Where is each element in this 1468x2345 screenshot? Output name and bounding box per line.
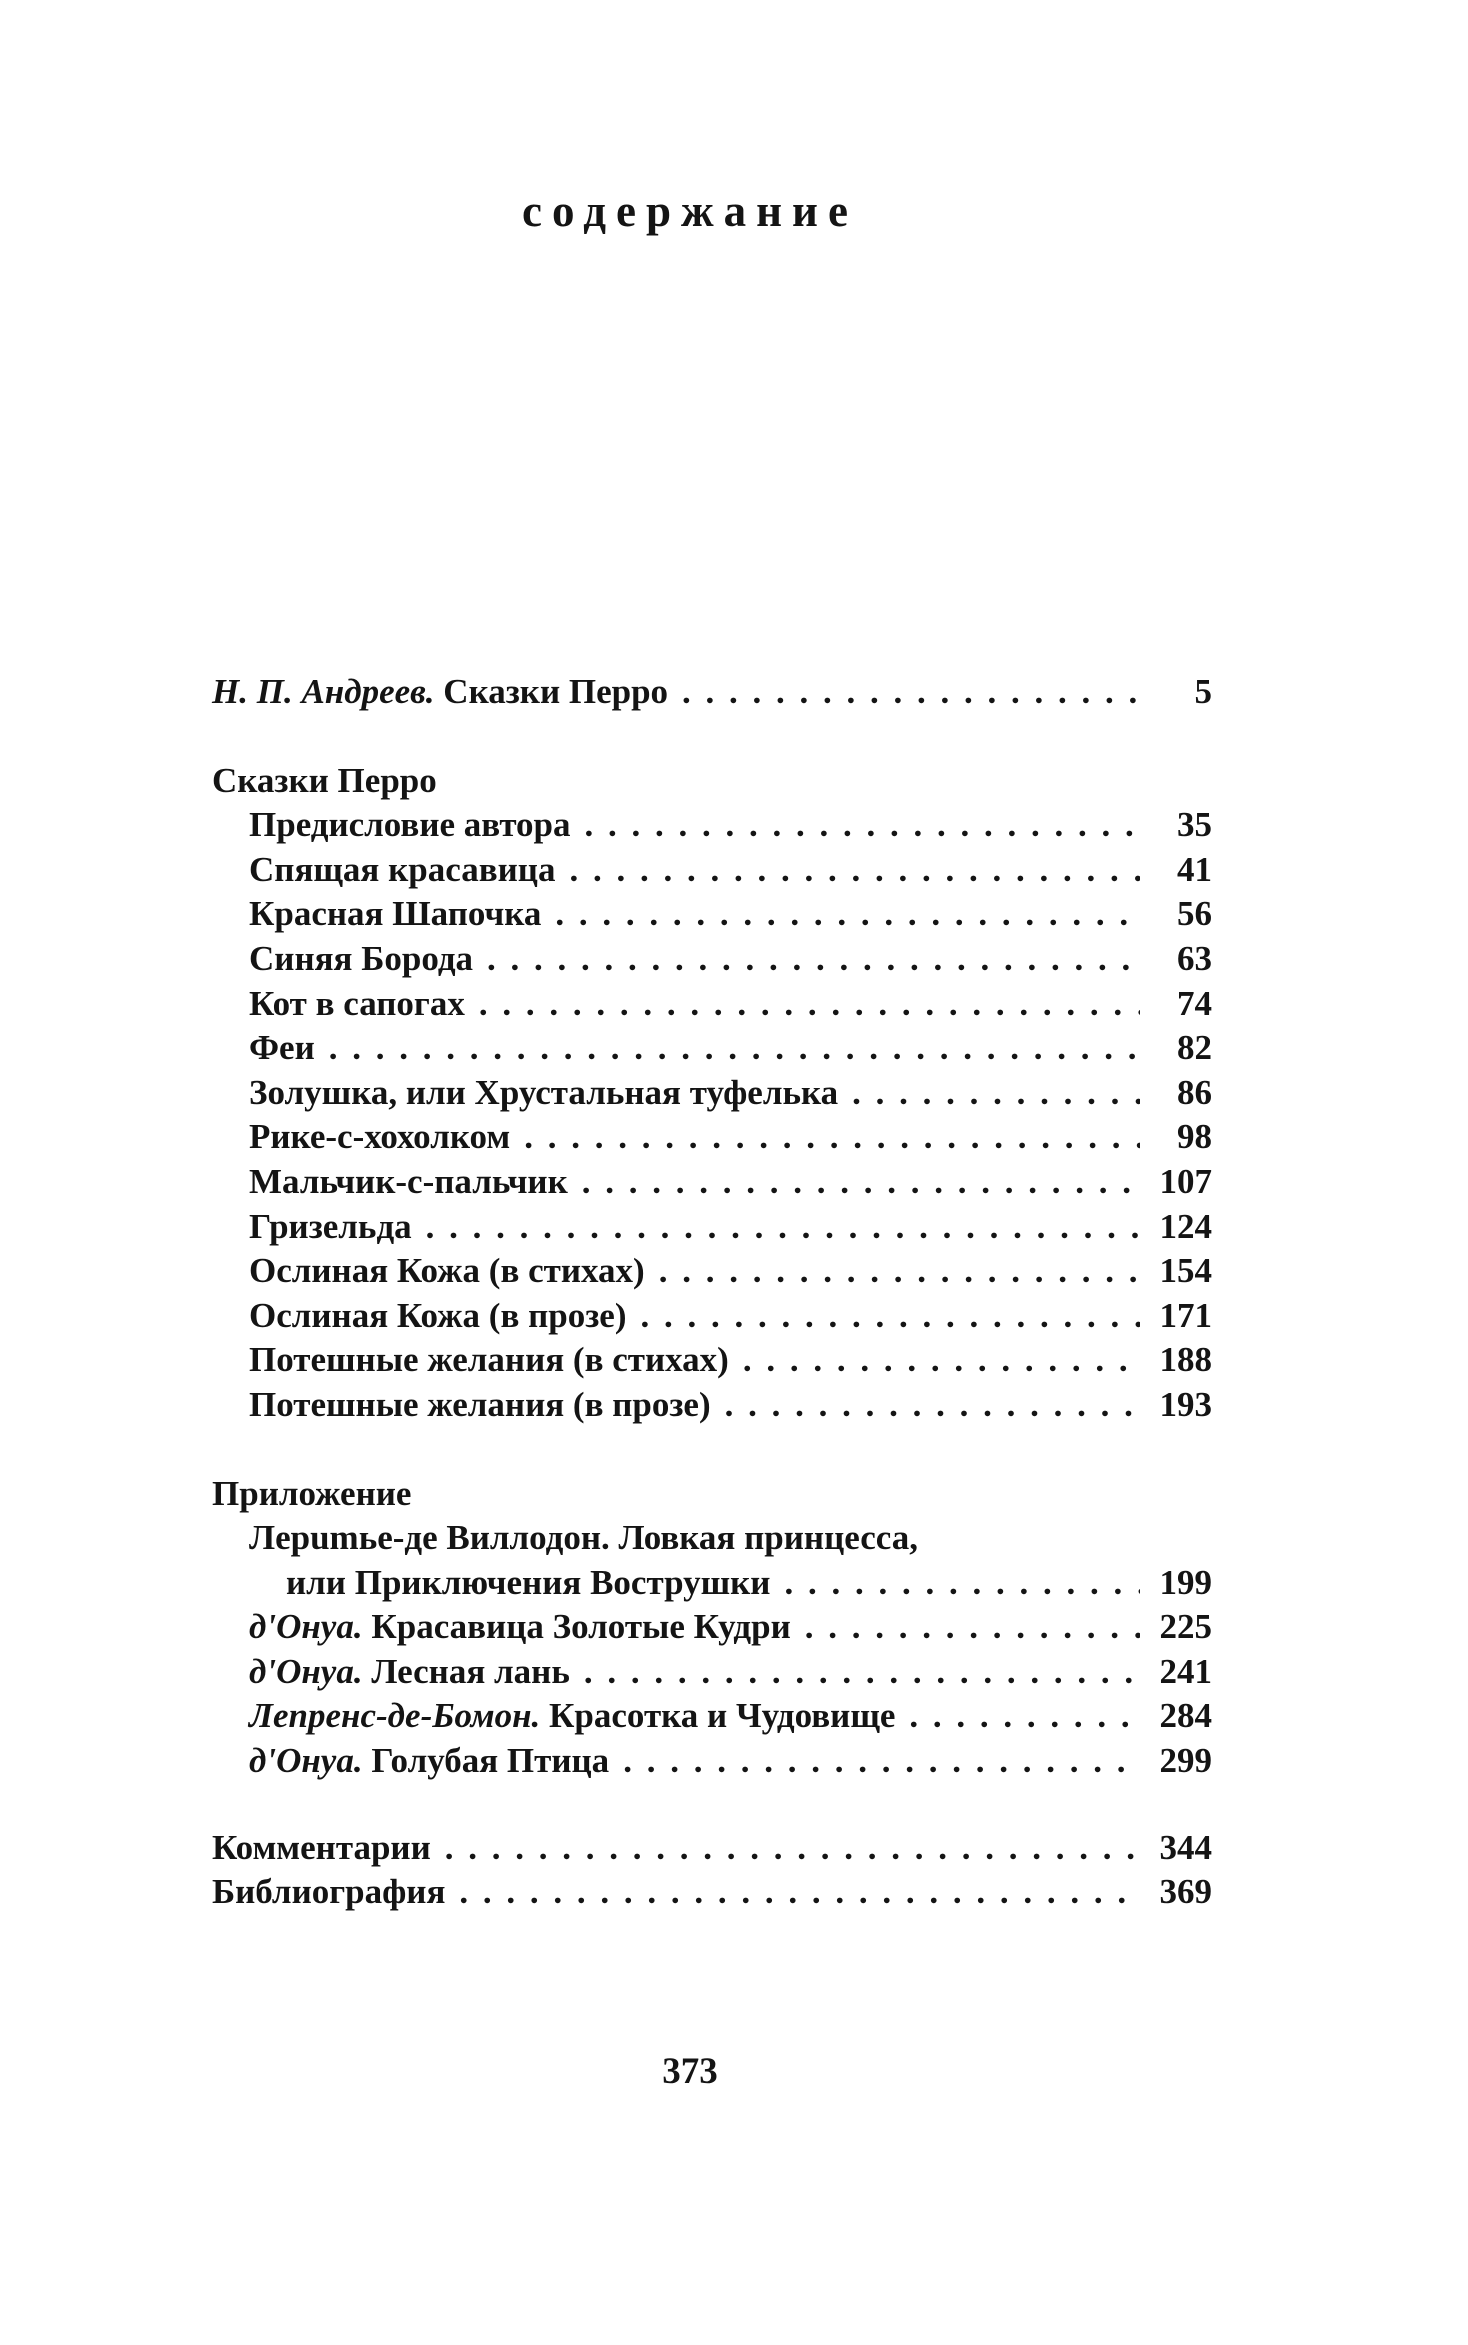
- toc-entry[interactable]: [212, 1073, 1212, 1118]
- toc-entry-page: 5: [1194, 672, 1212, 711]
- toc-entry-title-text: Сказки Перро: [443, 672, 669, 711]
- toc-entry[interactable]: [212, 805, 1212, 850]
- toc-entry-page: 299: [1159, 1741, 1212, 1781]
- toc-entry-title: Ослиная Кожа (в прозе): [249, 1295, 627, 1335]
- toc-entry-title: Красная Шапочка: [249, 894, 542, 934]
- toc-entry-title: Ослиная Кожа (в стихах): [249, 1251, 645, 1291]
- toc-entry-page: 82: [1177, 1028, 1212, 1068]
- toc-entry-author: д'Онуа.: [249, 1651, 363, 1691]
- dot-leader: [641, 1296, 1141, 1336]
- toc-entry-page: 154: [1159, 1251, 1212, 1291]
- toc-entry-title: Синяя Борода: [249, 938, 474, 978]
- toc-entry-comments[interactable]: [212, 1828, 1212, 1873]
- toc-entry[interactable]: [212, 1563, 1212, 1608]
- dot-leader: [479, 984, 1140, 1024]
- toc-entry-page: 107: [1159, 1161, 1212, 1201]
- toc-entry-title: Гризельда: [249, 1206, 412, 1246]
- toc-entry-title: Библиография: [212, 1872, 446, 1912]
- dot-leader: [329, 1028, 1140, 1068]
- toc-entry[interactable]: [212, 1696, 1212, 1741]
- toc-entry-title-text: Красавица Золотые Кудри: [371, 1607, 791, 1647]
- toc-entry[interactable]: [212, 894, 1212, 939]
- toc-entry[interactable]: [212, 1251, 1212, 1296]
- toc-entry-author: д'Онуа.: [249, 1741, 363, 1781]
- toc-entry-title: [249, 1652, 570, 1692]
- dot-leader: [584, 1652, 1140, 1692]
- toc-entry-page: 63: [1177, 938, 1212, 978]
- dot-leader: [459, 1872, 1140, 1912]
- toc-entry-title: Мальчик-с-пальчик: [249, 1161, 568, 1201]
- toc-entry[interactable]: [212, 1607, 1212, 1652]
- toc-entry[interactable]: [212, 1652, 1212, 1697]
- section-heading-tales: Сказки Перро: [212, 760, 437, 800]
- dot-leader: [682, 672, 1140, 712]
- toc-entry-page: 369: [1159, 1872, 1212, 1912]
- toc-entry[interactable]: [212, 1207, 1212, 1252]
- toc-entry-title: Комментарии: [212, 1827, 431, 1867]
- toc-entry-title-text: Лесная лань: [371, 1651, 570, 1691]
- toc-entry[interactable]: [212, 1296, 1212, 1341]
- toc-entry[interactable]: [212, 1385, 1212, 1430]
- toc-entry-page: 199: [1159, 1562, 1212, 1602]
- toc-entry[interactable]: [212, 939, 1212, 984]
- toc-entry-author: Лепренс-де-Бомон.: [249, 1696, 541, 1736]
- toc-entry-page: 284: [1159, 1696, 1212, 1736]
- toc-entry-page: 188: [1159, 1340, 1212, 1380]
- toc-entry-title-text: Голубая Птица: [371, 1741, 610, 1781]
- dot-leader: [569, 850, 1140, 890]
- toc-entry[interactable]: [212, 1340, 1212, 1385]
- toc-entry-page: 193: [1159, 1384, 1212, 1424]
- toc-entry-title: [249, 1741, 609, 1781]
- toc-entry[interactable]: [212, 984, 1212, 1029]
- toc-entry[interactable]: [212, 1028, 1212, 1073]
- toc-entry-page: 171: [1159, 1295, 1212, 1335]
- dot-leader: [725, 1385, 1140, 1425]
- dot-leader: [784, 1563, 1140, 1603]
- toc-entry-author: Н. П. Андреев.: [212, 672, 435, 711]
- toc-entry-title: [249, 1607, 791, 1647]
- toc-entry-bibliography[interactable]: [212, 1872, 1212, 1917]
- toc-entry-title: Потешные желания (в прозе): [249, 1384, 711, 1424]
- dot-leader: [743, 1340, 1140, 1380]
- toc-entry-page: 56: [1177, 894, 1212, 934]
- toc-entry-title: Потешные желания (в стихах): [249, 1340, 729, 1380]
- toc-entry-page: 344: [1159, 1827, 1212, 1867]
- toc-entry-title: Кот в сапогах: [249, 983, 465, 1023]
- toc-entry[interactable]: [212, 1162, 1212, 1207]
- dot-leader: [623, 1741, 1140, 1781]
- toc-entry-page: 41: [1177, 849, 1212, 889]
- table-of-contents: [212, 672, 1212, 1917]
- toc-entry-title: [249, 1696, 895, 1736]
- dot-leader: [805, 1607, 1140, 1647]
- dot-leader: [909, 1696, 1140, 1736]
- toc-entry-page: 124: [1159, 1206, 1212, 1246]
- toc-entry-page: 74: [1177, 983, 1212, 1023]
- toc-entry-title: Предисловие автора: [249, 805, 571, 845]
- dot-leader: [524, 1117, 1140, 1157]
- dot-leader: [582, 1162, 1140, 1202]
- section-heading-appendix: Приложение: [212, 1473, 412, 1513]
- toc-entry-title-text: Ловкая принцесса,: [618, 1518, 918, 1558]
- toc-entry-title: [212, 672, 668, 712]
- dot-leader: [445, 1828, 1140, 1868]
- dot-leader: [487, 939, 1140, 979]
- dot-leader: [852, 1073, 1140, 1113]
- toc-entry[interactable]: [212, 1741, 1212, 1786]
- toc-entry-author: Лepumьe-де Виллодон.: [249, 1518, 610, 1558]
- toc-entry-title: Рике-с-хохолком: [249, 1117, 511, 1157]
- toc-entry-page: 35: [1177, 805, 1212, 845]
- toc-entry-page: 241: [1159, 1651, 1212, 1691]
- toc-entry[interactable]: [212, 850, 1212, 895]
- toc-entry-title: или Приключения Вострушки: [286, 1562, 771, 1602]
- dot-leader: [555, 894, 1140, 934]
- toc-entry-page: 86: [1177, 1072, 1212, 1112]
- dot-leader: [659, 1251, 1140, 1291]
- toc-entry-title: Золушка, или Хрустальная туфелька: [249, 1072, 839, 1112]
- dot-leader: [585, 805, 1140, 845]
- page-title: содержание: [522, 186, 858, 236]
- toc-entry-page: 98: [1177, 1117, 1212, 1157]
- toc-entry[interactable]: [212, 1117, 1212, 1162]
- toc-entry-title-text: Красотка и Чудовище: [549, 1696, 896, 1736]
- toc-entry-first-line: [212, 1518, 1212, 1563]
- toc-entry-title: Спящая красавица: [249, 849, 556, 889]
- page-number: 373: [662, 2051, 718, 2092]
- toc-entry-title: Феи: [249, 1028, 315, 1068]
- toc-entry-author: д'Онуа.: [249, 1607, 363, 1647]
- toc-entry-intro[interactable]: [212, 672, 1212, 717]
- dot-leader: [426, 1207, 1140, 1247]
- toc-entry-page: 225: [1159, 1607, 1212, 1647]
